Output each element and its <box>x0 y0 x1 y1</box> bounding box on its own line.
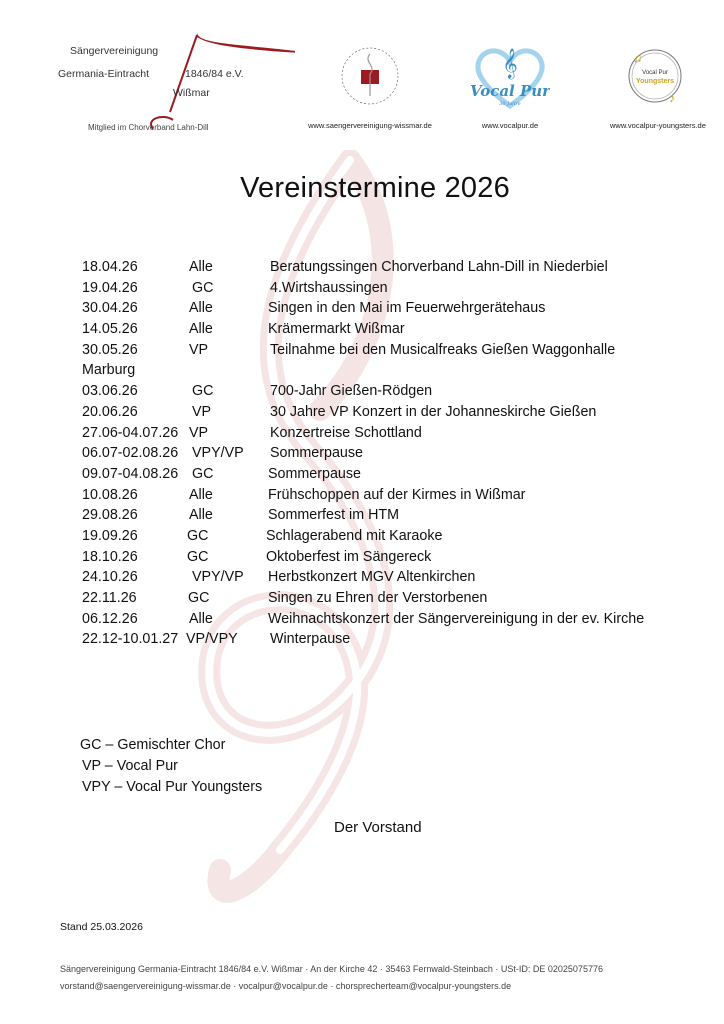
event-group: VP <box>192 403 212 420</box>
event-description: 700-Jahr Gießen-Rödgen <box>270 383 433 400</box>
event-date: 22.11.26 <box>82 590 137 606</box>
event-date: 19.09.26 <box>82 527 138 544</box>
event-date: 10.08.26 <box>82 486 138 503</box>
event-date: 29.08.26 <box>82 507 138 524</box>
svg-text:30 Jahre: 30 Jahre <box>499 101 521 107</box>
event-continuation-text: Marburg <box>82 362 136 379</box>
event-description: Konzertreise Schottland <box>270 424 422 441</box>
legend-item-vpy: VPY – Vocal Pur Youngsters <box>82 779 263 795</box>
event-description: Weihnachtskonzert der Sängervereinigung in der ev. Kirche <box>268 610 645 627</box>
event-group: VP <box>189 341 209 358</box>
event-description: Winterpause <box>270 631 351 648</box>
svg-text:Vocal Pur: Vocal Pur <box>470 82 550 100</box>
event-group: Alle <box>189 610 213 627</box>
event-group: GC <box>187 548 209 565</box>
event-description: Singen in den Mai im Feuerwehrgerätehaus <box>268 300 546 317</box>
vocal-pur-heart-icon <box>470 40 550 112</box>
event-group: VP <box>189 424 209 441</box>
svg-text:𝄞: 𝄞 <box>502 49 518 79</box>
event-group: Alle <box>189 321 213 338</box>
event-description: Krämermarkt Wißmar <box>268 321 405 338</box>
event-date: 14.05.26 <box>82 321 138 338</box>
event-description: Sommerfest im HTM <box>268 507 400 524</box>
logo-vocal-pur-youngsters <box>610 40 706 130</box>
event-date: 06.07-02.08.26 <box>82 445 179 462</box>
legend-item-vp: VP – Vocal Pur <box>82 758 178 774</box>
event-group: VPY/VP <box>192 445 244 462</box>
event-group: Alle <box>189 486 213 503</box>
main-logo <box>40 25 260 140</box>
event-group: GC <box>192 279 214 296</box>
signature: Der Vorstand <box>334 819 422 836</box>
event-date: 18.04.26 <box>82 259 138 275</box>
youngsters-ring-icon <box>619 40 691 112</box>
event-description: 30 Jahre VP Konzert in der Johanneskirche Gießen <box>270 403 597 420</box>
event-group: Alle <box>189 507 213 524</box>
choir-emblem-icon <box>335 40 405 112</box>
logo-line1: Sängervereinigung <box>70 45 159 57</box>
footer-address: Sängervereinigung Germania-Eintracht 1846/84 e.V. Wißmar · An der Kirche 42 · 35463 Fernwald-Steinbach · USt-ID: DE 02025075776 <box>60 964 603 974</box>
event-description: Teilnahme bei den Musicalfreaks Gießen Waggonhalle <box>270 341 616 358</box>
event-description: Beratungssingen Chorverband Lahn-Dill in Niederbiel <box>270 259 608 275</box>
event-group: GC <box>187 527 209 544</box>
saengervereinigung-url[interactable]: www.saengervereinigung-wissmar.de <box>308 121 432 130</box>
vocal-pur-url[interactable]: www.vocalpur.de <box>481 121 539 130</box>
event-date: 30.05.26 <box>82 341 138 358</box>
logo-vocal-pur <box>465 40 555 130</box>
event-date: 18.10.26 <box>82 548 138 565</box>
event-description: Schlagerabend mit Karaoke <box>266 527 443 544</box>
event-date: 30.04.26 <box>82 300 138 317</box>
event-group: GC <box>192 465 214 482</box>
footer-emails[interactable]: vorstand@saengervereinigung-wissmar.de · vocalpur@vocalpur.de · chorsprecherteam@vocalpur-youngsters.de <box>60 981 512 991</box>
event-description: Sommerpause <box>270 445 363 462</box>
event-group: GC <box>192 383 214 400</box>
logo-saengervereinigung <box>305 40 435 130</box>
footer <box>60 961 603 995</box>
event-date: 20.06.26 <box>82 403 138 420</box>
event-date: 03.06.26 <box>82 383 138 400</box>
event-description: Sommerpause <box>268 465 361 482</box>
event-date: 27.06-04.07.26 <box>82 424 179 441</box>
event-description: Oktoberfest im Sängereck <box>266 548 432 565</box>
event-group: GC <box>188 590 210 606</box>
event-date: 19.04.26 <box>82 279 138 296</box>
stand-date: Stand 25.03.2026 <box>60 921 143 933</box>
event-date: 22.12-10.01.27 <box>82 631 179 648</box>
music-note-icon <box>125 27 295 137</box>
event-date: 09.07-04.08.26 <box>82 465 179 482</box>
event-date: 06.12.26 <box>82 610 138 627</box>
page-title: Vereinstermine 2026 <box>240 172 510 204</box>
logo-line3: Wißmar <box>173 87 210 99</box>
event-date: 24.10.26 <box>82 569 138 586</box>
event-group: Alle <box>189 259 213 275</box>
svg-text:♪: ♪ <box>669 91 675 105</box>
logo-membership: Mitglied im Chorverband Lahn-Dill <box>88 123 209 132</box>
abbreviation-legend <box>80 735 262 798</box>
event-description: Singen zu Ehren der Verstorbenen <box>268 590 488 606</box>
event-group: Alle <box>189 300 213 317</box>
logo-line2-right: 1846/84 e.V. <box>185 68 244 80</box>
event-description: Frühschoppen auf der Kirmes in Wißmar <box>268 486 526 503</box>
event-group: VPY/VP <box>192 569 244 586</box>
event-group: VP/VPY <box>186 631 238 648</box>
event-description: Herbstkonzert MGV Altenkirchen <box>268 569 476 586</box>
event-description: 4.Wirtshaussingen <box>270 279 388 296</box>
logo-line2-left: Germania-Eintracht <box>58 68 150 80</box>
svg-text:♫: ♫ <box>633 51 642 65</box>
legend-item-gc: GC – Gemischter Chor <box>80 737 226 753</box>
svg-text:Youngsters: Youngsters <box>636 78 674 85</box>
svg-text:Vocal Pur: Vocal Pur <box>642 70 668 76</box>
youngsters-url[interactable]: www.vocalpur-youngsters.de <box>610 121 706 130</box>
